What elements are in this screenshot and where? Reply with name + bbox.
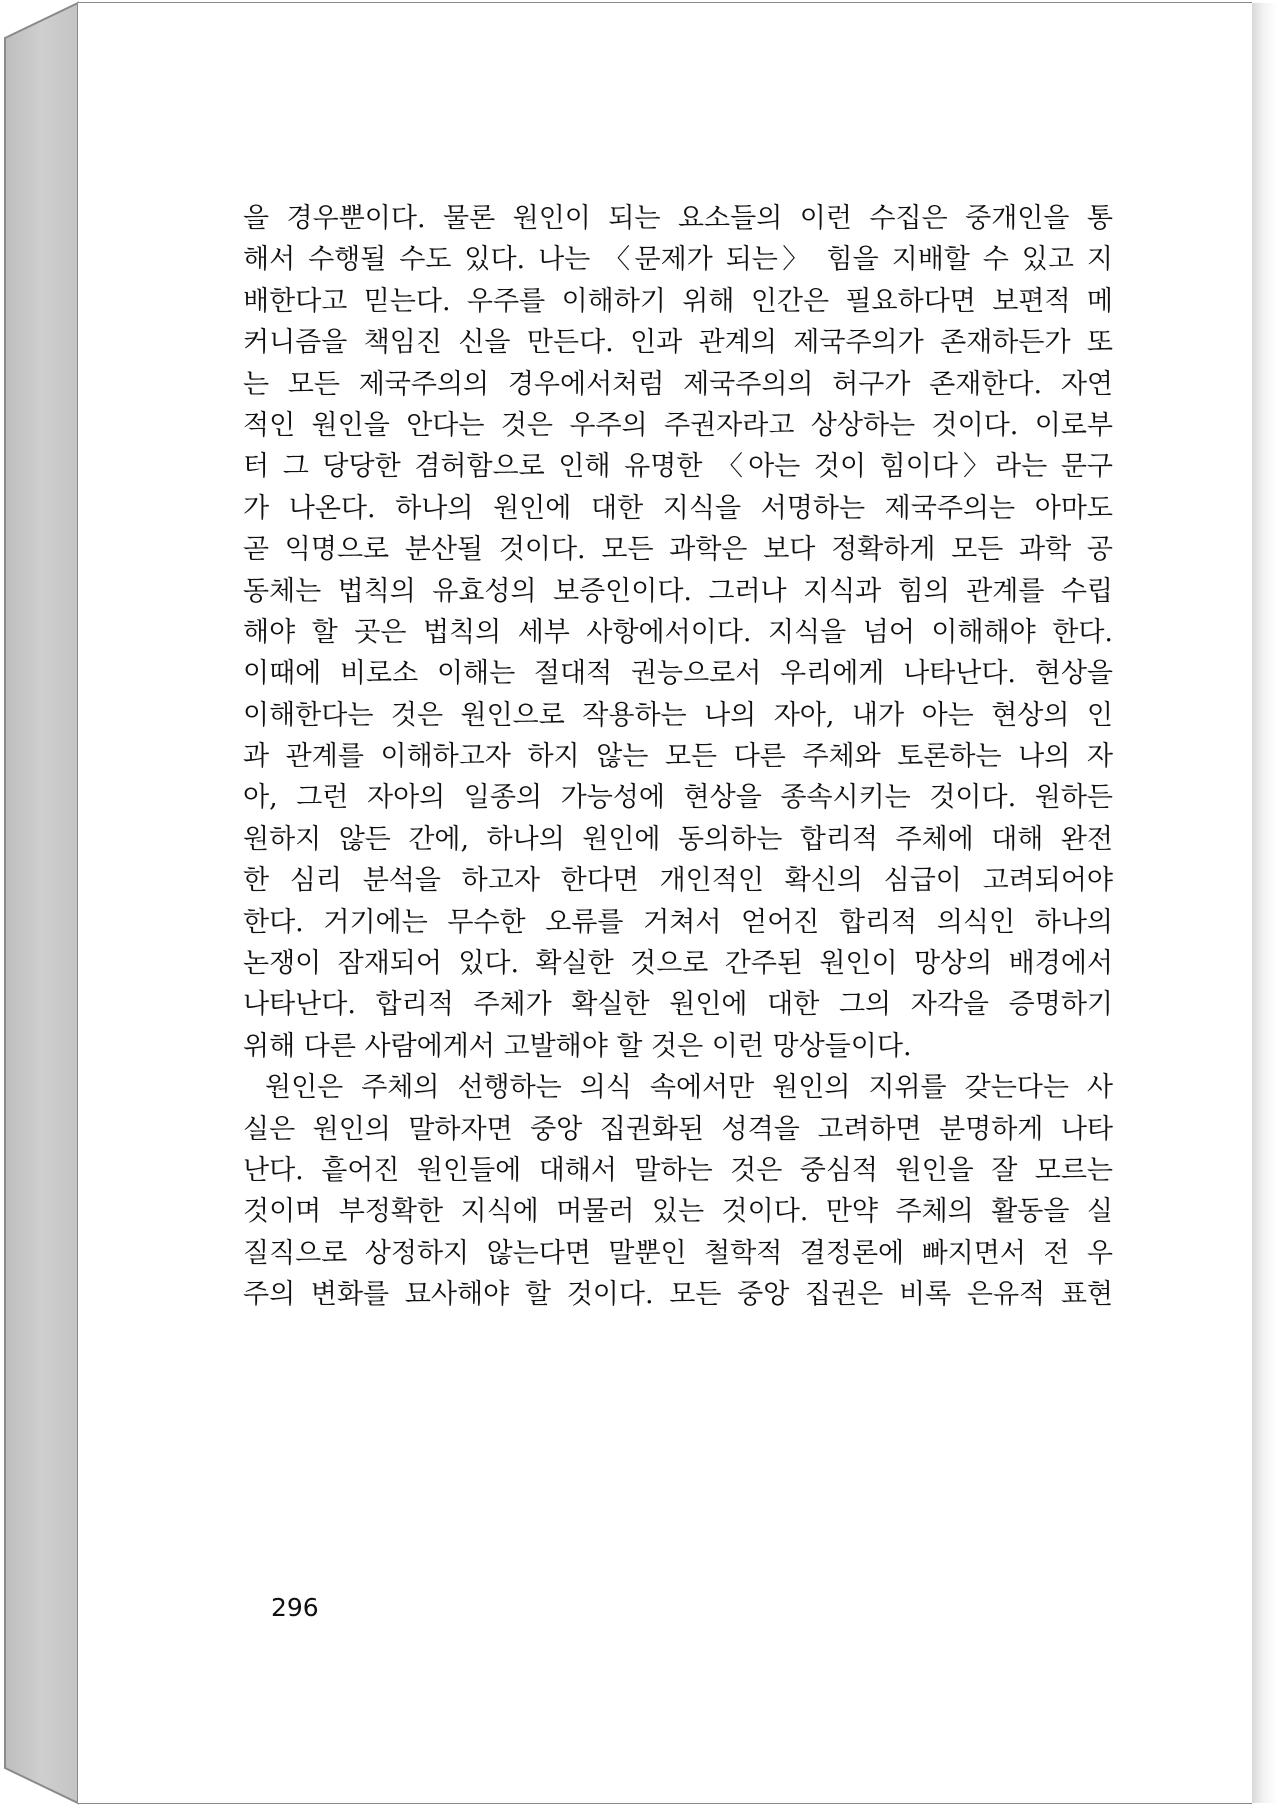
text-line: 터 그 당당한 겸허함으로 인해 유명한 〈아는 것이 힘이다〉라는 문구 bbox=[243, 451, 1113, 483]
text-line: 주의 변화를 묘사해야 할 것이다. 모든 중앙 집권은 비록 은유적 표현 bbox=[243, 1279, 1113, 1311]
text-line: 곧 익명으로 분산될 것이다. 모든 과학은 보다 정확하게 모든 과학 공 bbox=[243, 534, 1113, 566]
text-line: 이때에 비로소 이해는 절대적 권능으로서 우리에게 나타난다. 현상을 bbox=[243, 658, 1113, 690]
page-number: 296 bbox=[271, 1593, 319, 1622]
text-line: 을 경우뿐이다. 물론 원인이 되는 요소들의 이런 수집은 중개인을 통 bbox=[243, 203, 1113, 234]
text-line: 배한다고 믿는다. 우주를 이해하기 위해 인간은 필요하다면 보편적 메 bbox=[243, 285, 1113, 317]
text-line: 논쟁이 잠재되어 있다. 확실한 것으로 간주된 원인이 망상의 배경에서 bbox=[243, 948, 1113, 980]
text-line: 한다. 거기에는 무수한 오류를 거쳐서 얻어진 합리적 의식인 하나의 bbox=[243, 906, 1113, 938]
text-line-paragraph-end: 위해 다른 사람에게서 고발해야 할 것은 이런 망상들이다. bbox=[243, 1030, 912, 1062]
text-line: 과 관계를 이해하고자 하지 않는 모든 다른 주체와 토론하는 나의 자 bbox=[243, 741, 1113, 773]
text-line: 해야 할 곳은 법칙의 세부 사항에서이다. 지식을 넘어 이해해야 한다. bbox=[243, 616, 1113, 648]
text-line: 아, 그런 자아의 일종의 가능성에 현상을 종속시키는 것이다. 원하든 bbox=[243, 782, 1113, 814]
text-line: 해서 수행될 수도 있다. 나는 〈문제가 되는〉 힘을 지배할 수 있고 지 bbox=[243, 244, 1113, 276]
text-line: 나타난다. 합리적 주체가 확실한 원인에 대한 그의 자각을 증명하기 bbox=[243, 989, 1113, 1021]
text-line: 것이며 부정확한 지식에 머물러 있는 것이다. 만약 주체의 활동을 실 bbox=[243, 1196, 1113, 1228]
body-text bbox=[243, 198, 1113, 1316]
text-line: 이해한다는 것은 원인으로 작용하는 나의 자아, 내가 아는 현상의 인 bbox=[243, 699, 1113, 731]
text-line: 가 나온다. 하나의 원인에 대한 지식을 서명하는 제국주의는 아마도 bbox=[243, 492, 1113, 524]
text-line: 실은 원인의 말하자면 중앙 집권화된 성격을 고려하면 분명하게 나타 bbox=[243, 1113, 1113, 1145]
page-edge-shadow bbox=[1252, 3, 1277, 1803]
text-line: 한 심리 분석을 하고자 한다면 개인적인 확신의 심급이 고려되어야 bbox=[243, 865, 1113, 897]
text-line: 난다. 흩어진 원인들에 대해서 말하는 것은 중심적 원인을 잘 모르는 bbox=[243, 1154, 1113, 1186]
text-line: 원하지 않든 간에, 하나의 원인에 동의하는 합리적 주체에 대해 완전 bbox=[243, 823, 1113, 855]
text-line: 적인 원인을 안다는 것은 우주의 주권자라고 상상하는 것이다. 이로부 bbox=[243, 409, 1113, 441]
text-line-paragraph-start: 원인은 주체의 선행하는 의식 속에서만 원인의 지위를 갖는다는 사 bbox=[265, 1072, 1113, 1104]
text-line: 동체는 법칙의 유효성의 보증인이다. 그러나 지식과 힘의 관계를 수립 bbox=[243, 575, 1113, 607]
text-line: 는 모든 제국주의의 경우에서처럼 제국주의의 허구가 존재한다. 자연 bbox=[243, 368, 1113, 400]
text-line: 커니즘을 책임진 신을 만든다. 인과 관계의 제국주의가 존재하든가 또 bbox=[243, 327, 1113, 359]
text-line: 질직으로 상정하지 않는다면 말뿐인 철학적 결정론에 빠지면서 전 우 bbox=[243, 1237, 1113, 1269]
